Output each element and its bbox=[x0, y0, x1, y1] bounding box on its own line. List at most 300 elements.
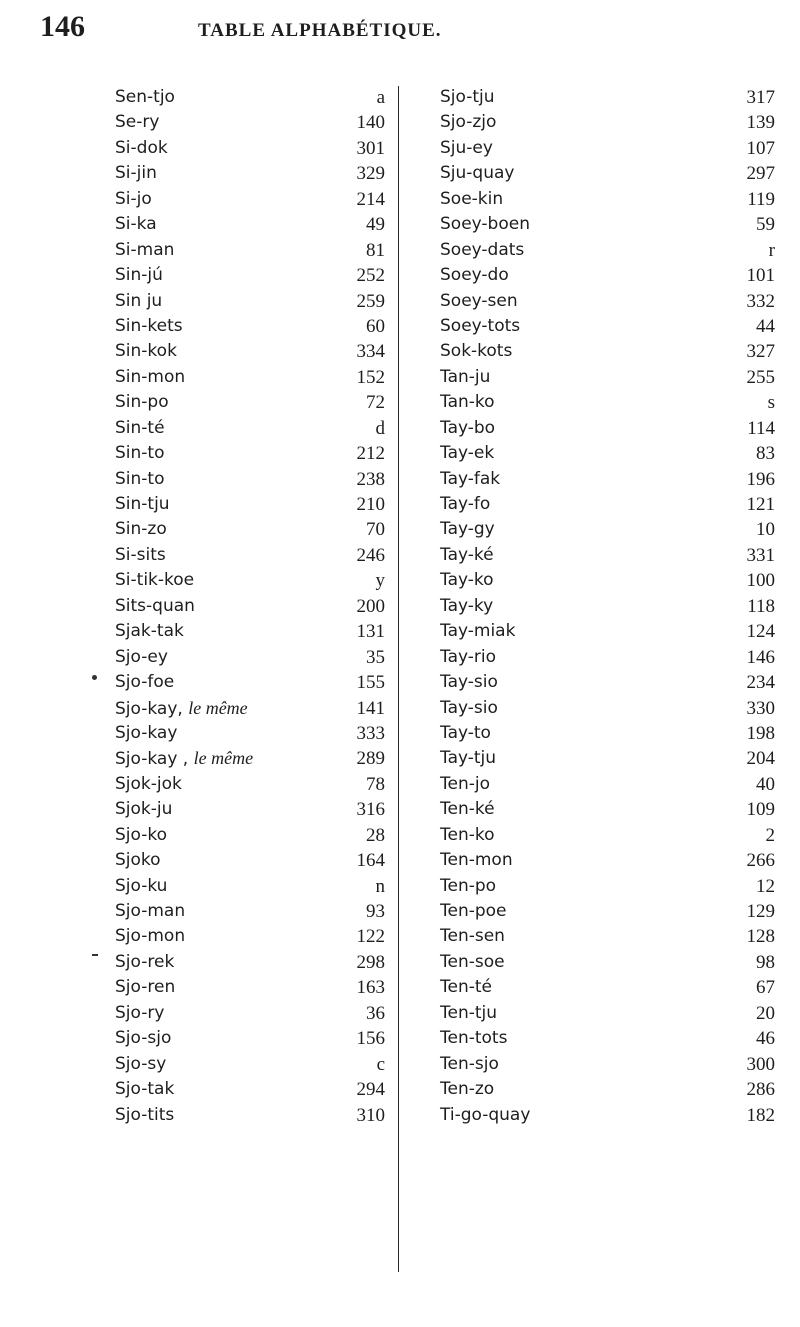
index-term-text: Sjo-ko bbox=[115, 824, 168, 845]
index-entry bbox=[115, 263, 385, 288]
index-term bbox=[115, 1077, 174, 1102]
index-term bbox=[115, 797, 172, 822]
index-page-ref: 330 bbox=[746, 697, 775, 719]
index-page-ref: 118 bbox=[747, 595, 775, 617]
index-term-text: Sjo-tju bbox=[440, 87, 495, 107]
index-entry bbox=[440, 85, 775, 110]
index-entry bbox=[440, 1077, 775, 1102]
index-term-text: Sin-to bbox=[115, 468, 165, 489]
index-column-left bbox=[115, 85, 385, 1128]
index-term-text: Tay-rio bbox=[440, 646, 496, 667]
index-term bbox=[440, 365, 490, 390]
index-term bbox=[115, 975, 175, 1000]
index-entry bbox=[440, 187, 775, 212]
index-page-ref: 72 bbox=[366, 392, 385, 414]
index-term bbox=[440, 1077, 494, 1102]
index-term-text: Soey-dats bbox=[440, 239, 525, 260]
index-term-text: Sjo-tits bbox=[115, 1104, 175, 1125]
index-term bbox=[115, 187, 152, 212]
index-term-text: Ten-poe bbox=[440, 901, 507, 921]
index-term-text: Ten-soe bbox=[440, 951, 505, 972]
index-term-text: Sin-kets bbox=[115, 315, 183, 336]
index-term bbox=[440, 823, 495, 848]
index-entry bbox=[115, 1052, 385, 1077]
index-entry bbox=[115, 670, 385, 695]
index-page-ref: 78 bbox=[366, 773, 385, 795]
running-head: TABLE ALPHABÉTIQUE. bbox=[198, 20, 442, 41]
index-term bbox=[440, 797, 495, 822]
index-term bbox=[440, 950, 505, 975]
index-term-text: Tan-ju bbox=[440, 366, 491, 387]
index-term bbox=[115, 416, 165, 441]
index-entry bbox=[440, 975, 775, 1000]
index-term bbox=[115, 467, 165, 492]
index-term-text: Sin-zo bbox=[115, 519, 167, 540]
index-page-ref: 200 bbox=[356, 595, 385, 617]
index-page-ref: 259 bbox=[356, 290, 385, 312]
index-entry bbox=[440, 899, 775, 924]
index-term-text: Tay-fo bbox=[440, 494, 491, 514]
index-term-text: Ten-sen bbox=[440, 926, 505, 947]
index-term bbox=[440, 924, 505, 949]
index-term-text: Tan-ko bbox=[440, 392, 495, 413]
index-page-ref: 44 bbox=[756, 315, 775, 337]
index-term-text: Sjo-mon bbox=[115, 926, 186, 947]
index-page-ref: 28 bbox=[366, 824, 385, 846]
index-term bbox=[115, 848, 161, 873]
index-term bbox=[115, 110, 159, 135]
index-term-text: Tay-ek bbox=[440, 443, 495, 464]
index-entry bbox=[115, 975, 385, 1000]
index-term-text: Sjo-tak bbox=[115, 1079, 175, 1100]
index-entry bbox=[115, 696, 385, 721]
index-term-text: Tay-fak bbox=[440, 468, 501, 489]
index-page-ref: 40 bbox=[756, 773, 775, 795]
index-page-ref: 317 bbox=[746, 87, 775, 108]
index-term bbox=[440, 441, 494, 466]
index-term bbox=[115, 212, 157, 237]
index-term bbox=[440, 289, 518, 314]
index-term bbox=[115, 1103, 174, 1128]
index-page-ref: 246 bbox=[356, 544, 385, 566]
index-term-text: Sjo-ey bbox=[115, 646, 168, 667]
page-number: 146 bbox=[40, 10, 85, 43]
index-qualifier: le même bbox=[193, 748, 254, 769]
index-page-ref: s bbox=[767, 392, 775, 414]
index-entry bbox=[440, 594, 775, 619]
index-page-ref: 121 bbox=[746, 494, 775, 515]
index-term bbox=[440, 874, 496, 899]
index-entry bbox=[115, 390, 385, 415]
index-page-ref: 289 bbox=[356, 748, 385, 770]
index-term-text: Ten-tots bbox=[440, 1028, 508, 1049]
index-page-ref: 109 bbox=[746, 799, 775, 821]
index-term-text: Ten-ké bbox=[440, 799, 495, 820]
index-page-ref: 204 bbox=[746, 748, 775, 770]
margin-mark bbox=[92, 954, 98, 956]
index-term-text: Ti-go-quay bbox=[440, 1104, 531, 1125]
index-term bbox=[115, 1052, 166, 1077]
index-term-text: Si-tik-koe bbox=[115, 570, 195, 591]
index-entry bbox=[115, 136, 385, 161]
index-page-ref: 70 bbox=[366, 519, 385, 541]
index-entry bbox=[440, 1103, 775, 1128]
index-page-ref: 141 bbox=[356, 697, 385, 719]
index-term-text: Soey-boen bbox=[440, 214, 530, 235]
index-term-text: Ten-zo bbox=[440, 1079, 495, 1100]
index-page-ref: 119 bbox=[747, 188, 775, 210]
index-term-text: Sjo-rek bbox=[115, 951, 175, 972]
index-entry bbox=[440, 924, 775, 949]
index-column-right bbox=[440, 85, 775, 1128]
index-page-ref: 252 bbox=[356, 265, 385, 287]
index-page-ref: 140 bbox=[356, 112, 385, 134]
index-page-ref: 286 bbox=[746, 1079, 775, 1101]
index-entry bbox=[440, 136, 775, 161]
index-term-text: Sjok-ju bbox=[115, 799, 173, 820]
index-term-text: Soe-kin bbox=[440, 188, 504, 209]
index-term bbox=[440, 136, 493, 161]
index-entry bbox=[440, 848, 775, 873]
index-entry bbox=[115, 950, 385, 975]
index-term-text: Si-ka bbox=[115, 214, 157, 235]
index-term-text: Sin-kok bbox=[115, 341, 177, 362]
index-term bbox=[440, 975, 492, 1000]
index-term-text: Ten-jo bbox=[440, 773, 490, 794]
index-term bbox=[115, 594, 195, 619]
index-term-text: Sjo-zjo bbox=[440, 112, 497, 133]
index-entry bbox=[440, 746, 775, 771]
index-entry bbox=[115, 619, 385, 644]
index-term bbox=[115, 85, 175, 110]
index-page-ref: 139 bbox=[746, 112, 775, 134]
index-entry bbox=[440, 161, 775, 186]
index-page-ref: 210 bbox=[356, 494, 385, 515]
index-entry bbox=[115, 441, 385, 466]
index-term bbox=[115, 1001, 164, 1026]
index-term-text: Sen-tjo bbox=[115, 87, 175, 107]
index-term bbox=[440, 696, 498, 721]
index-entry bbox=[115, 1077, 385, 1102]
index-term-text: Sok-kots bbox=[440, 341, 513, 362]
index-entry bbox=[115, 238, 385, 263]
index-page-ref: 12 bbox=[756, 875, 775, 897]
index-page-ref: 98 bbox=[756, 951, 775, 973]
index-entry bbox=[440, 238, 775, 263]
index-term bbox=[115, 924, 185, 949]
index-page-ref: c bbox=[376, 1053, 385, 1075]
index-term-text: Si-jo bbox=[115, 188, 152, 209]
index-entry bbox=[115, 924, 385, 949]
index-entry bbox=[440, 772, 775, 797]
index-term bbox=[440, 390, 495, 415]
index-page-ref: 297 bbox=[746, 163, 775, 185]
index-entry bbox=[440, 212, 775, 237]
index-page-ref: 59 bbox=[756, 214, 775, 236]
index-term bbox=[115, 238, 174, 263]
index-term-text: Soey-tots bbox=[440, 315, 521, 336]
index-term-text: Soey-do bbox=[440, 265, 509, 286]
index-term-text: Ten-sjo bbox=[440, 1053, 499, 1074]
index-page-ref: 300 bbox=[746, 1053, 775, 1075]
index-term bbox=[440, 212, 530, 237]
index-term-text: Ten-té bbox=[440, 977, 492, 998]
index-page-ref: a bbox=[376, 87, 385, 108]
index-entry bbox=[115, 594, 385, 619]
index-page-ref: 107 bbox=[746, 137, 775, 159]
index-entry bbox=[115, 110, 385, 135]
index-term bbox=[115, 950, 174, 975]
index-page-ref: 298 bbox=[356, 951, 385, 973]
index-term bbox=[440, 1103, 530, 1128]
index-term bbox=[440, 314, 520, 339]
index-entry bbox=[115, 772, 385, 797]
index-entry bbox=[115, 492, 385, 517]
index-term bbox=[115, 696, 248, 722]
index-term-text: Sin-jú bbox=[115, 265, 163, 286]
index-page-ref: 122 bbox=[356, 926, 385, 948]
index-entry bbox=[115, 746, 385, 771]
index-qualifier: le même bbox=[188, 697, 248, 718]
index-entry bbox=[115, 543, 385, 568]
index-page-ref: 331 bbox=[746, 544, 775, 566]
index-term-text: Tay-miak bbox=[440, 621, 516, 642]
index-entry bbox=[115, 721, 385, 746]
index-term-text: Sjo-ry bbox=[115, 1002, 165, 1023]
index-term bbox=[440, 339, 512, 364]
index-page-ref: 214 bbox=[356, 188, 385, 210]
index-term-text: Ten-po bbox=[440, 875, 497, 896]
index-entry bbox=[115, 212, 385, 237]
index-term bbox=[440, 238, 524, 263]
index-term bbox=[440, 263, 509, 288]
index-page-ref: 129 bbox=[746, 901, 775, 922]
index-term-text: Tay-ké bbox=[440, 544, 494, 565]
index-term bbox=[440, 1026, 507, 1051]
index-term-text: Tay-ky bbox=[440, 595, 494, 616]
index-term-text: Tay-bo bbox=[440, 417, 496, 438]
index-term bbox=[440, 645, 496, 670]
index-term-text: Sin-tju bbox=[115, 494, 170, 514]
index-entry bbox=[440, 517, 775, 542]
index-term bbox=[440, 899, 507, 924]
index-term bbox=[440, 1001, 497, 1026]
index-term bbox=[440, 187, 503, 212]
index-page-ref: 46 bbox=[756, 1028, 775, 1050]
index-page-ref: 35 bbox=[366, 646, 385, 668]
index-term bbox=[440, 772, 490, 797]
index-entry bbox=[440, 950, 775, 975]
index-entry bbox=[115, 874, 385, 899]
index-term-text: Sjo-man bbox=[115, 901, 186, 921]
index-term-text: Soey-sen bbox=[440, 290, 518, 311]
index-term-text: Tay-tju bbox=[440, 748, 497, 769]
index-term-text: Sjak-tak bbox=[115, 621, 184, 642]
index-term bbox=[440, 619, 515, 644]
index-term bbox=[115, 441, 165, 466]
index-term-text: Sin ju bbox=[115, 290, 163, 311]
index-entry bbox=[440, 1052, 775, 1077]
index-term bbox=[440, 848, 513, 873]
index-term bbox=[115, 517, 167, 542]
index-page-ref: 36 bbox=[366, 1002, 385, 1024]
index-page-ref: 152 bbox=[356, 366, 385, 388]
index-entry bbox=[440, 110, 775, 135]
index-term-text: Si-jin bbox=[115, 163, 157, 184]
index-entry bbox=[440, 416, 775, 441]
index-term bbox=[115, 339, 177, 364]
index-term bbox=[115, 492, 170, 517]
index-entry bbox=[115, 1001, 385, 1026]
index-term bbox=[115, 1026, 171, 1051]
index-term bbox=[115, 568, 194, 593]
index-term-text: Sjo-sjo bbox=[115, 1028, 172, 1049]
index-entry bbox=[440, 670, 775, 695]
index-page-ref: 114 bbox=[747, 417, 775, 439]
index-term-text: Sits-quan bbox=[115, 595, 195, 616]
index-term bbox=[440, 721, 491, 746]
index-page-ref: 327 bbox=[746, 341, 775, 363]
index-entry bbox=[115, 568, 385, 593]
index-term-text: Si-dok bbox=[115, 137, 168, 158]
index-page-ref: 20 bbox=[756, 1002, 775, 1024]
index-term bbox=[440, 670, 498, 695]
index-page-ref: 163 bbox=[356, 977, 385, 999]
index-page-ref: 196 bbox=[746, 468, 775, 490]
index-page-ref: n bbox=[375, 875, 385, 897]
index-term-text: Tay-ko bbox=[440, 570, 494, 591]
index-page-ref: 60 bbox=[366, 315, 385, 337]
index-entry bbox=[440, 1026, 775, 1051]
index-page-ref: 316 bbox=[356, 799, 385, 821]
index-term-text: Ten-ko bbox=[440, 824, 495, 845]
index-page-ref: r bbox=[768, 239, 775, 261]
index-term bbox=[440, 568, 494, 593]
index-term-text: Sjo-kay bbox=[115, 722, 178, 743]
index-entry bbox=[440, 619, 775, 644]
index-entry bbox=[115, 187, 385, 212]
index-term bbox=[440, 1052, 499, 1077]
index-page-ref: 255 bbox=[746, 366, 775, 388]
index-page-ref: 155 bbox=[356, 672, 385, 694]
index-term bbox=[115, 645, 168, 670]
index-entry bbox=[440, 543, 775, 568]
index-term-text: Sin-po bbox=[115, 392, 169, 413]
index-entry bbox=[440, 874, 775, 899]
index-page-ref: 156 bbox=[356, 1028, 385, 1050]
index-entry bbox=[440, 721, 775, 746]
index-entry bbox=[115, 848, 385, 873]
index-entry bbox=[440, 441, 775, 466]
index-term-text: Sjo-ku bbox=[115, 875, 168, 896]
index-entry bbox=[115, 797, 385, 822]
index-term bbox=[115, 365, 185, 390]
index-term-text: Si-man bbox=[115, 239, 175, 260]
index-entry bbox=[115, 314, 385, 339]
index-term-text: Sjoko bbox=[115, 850, 161, 871]
index-entry bbox=[115, 339, 385, 364]
index-page-ref: y bbox=[375, 570, 385, 592]
index-term-text: Sjo-kay , bbox=[115, 749, 189, 770]
index-entry bbox=[115, 1026, 385, 1051]
index-term bbox=[115, 899, 185, 924]
index-page-ref: 329 bbox=[356, 163, 385, 185]
index-term-text: Sjo-ren bbox=[115, 977, 176, 998]
index-term bbox=[440, 416, 495, 441]
index-page-ref: 49 bbox=[366, 214, 385, 236]
index-term bbox=[115, 874, 167, 899]
index-page-ref: 67 bbox=[756, 977, 775, 999]
index-term-text: Ten-tju bbox=[440, 1002, 498, 1023]
index-term bbox=[440, 517, 495, 542]
index-term-text: Sjo-sy bbox=[115, 1053, 167, 1074]
index-page-ref: 301 bbox=[356, 137, 385, 159]
index-page-ref: 198 bbox=[746, 722, 775, 744]
index-entry bbox=[440, 797, 775, 822]
index-term-text: Si-sits bbox=[115, 544, 166, 565]
index-page-ref: 124 bbox=[746, 621, 775, 643]
index-term bbox=[115, 263, 163, 288]
index-term bbox=[115, 670, 174, 695]
index-term bbox=[440, 492, 490, 517]
index-term bbox=[115, 823, 167, 848]
index-entry bbox=[115, 365, 385, 390]
index-term bbox=[115, 772, 182, 797]
index-entry bbox=[115, 899, 385, 924]
index-page-ref: 266 bbox=[746, 850, 775, 872]
index-entry bbox=[440, 1001, 775, 1026]
index-entry bbox=[440, 339, 775, 364]
index-page-ref: 182 bbox=[746, 1104, 775, 1126]
index-entry bbox=[115, 85, 385, 110]
index-page-ref: 238 bbox=[356, 468, 385, 490]
index-term-text: Sin-to bbox=[115, 443, 165, 464]
index-term-text: Sjok-jok bbox=[115, 773, 182, 794]
index-entry bbox=[440, 289, 775, 314]
index-term bbox=[440, 594, 493, 619]
index-page-ref: 146 bbox=[746, 646, 775, 668]
index-entry bbox=[440, 390, 775, 415]
index-term bbox=[115, 161, 157, 186]
index-term bbox=[115, 619, 184, 644]
column-divider bbox=[398, 86, 399, 1272]
index-term bbox=[115, 721, 177, 746]
index-page-ref: 83 bbox=[756, 443, 775, 465]
index-page-ref: 333 bbox=[356, 722, 385, 744]
index-page-ref: 212 bbox=[356, 443, 385, 465]
index-entry bbox=[440, 823, 775, 848]
index-term bbox=[440, 161, 514, 186]
index-entry bbox=[440, 645, 775, 670]
index-entry bbox=[115, 823, 385, 848]
index-page-ref: 100 bbox=[746, 570, 775, 592]
index-page-ref: 10 bbox=[756, 519, 775, 541]
index-term bbox=[115, 289, 162, 314]
index-term bbox=[115, 136, 168, 161]
index-page-ref: 310 bbox=[356, 1104, 385, 1126]
margin-mark bbox=[92, 675, 97, 680]
index-page-ref: d bbox=[375, 417, 385, 439]
index-term-text: Sjo-kay, bbox=[115, 698, 183, 719]
index-entry bbox=[440, 263, 775, 288]
index-term bbox=[115, 746, 253, 772]
index-term-text: Sin-mon bbox=[115, 366, 186, 387]
index-term-text: Sin-té bbox=[115, 417, 165, 438]
index-page-ref: 128 bbox=[746, 926, 775, 948]
index-entry bbox=[115, 517, 385, 542]
index-entry bbox=[115, 161, 385, 186]
index-entry bbox=[440, 696, 775, 721]
